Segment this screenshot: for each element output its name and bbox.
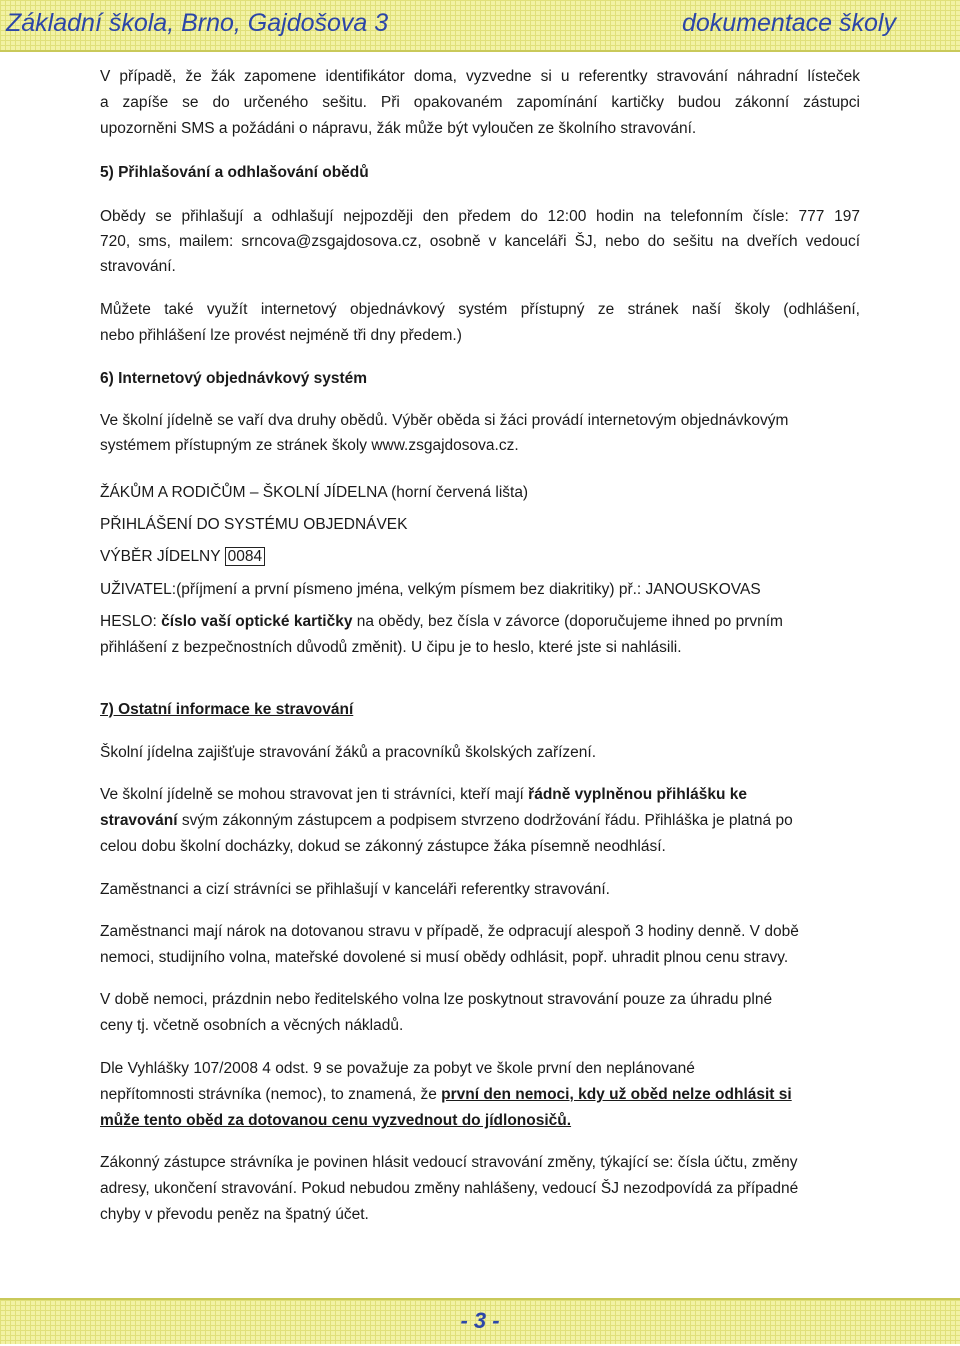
s7-line	[100, 1082, 860, 1108]
s6-line: PŘIHLÁŠENÍ DO SYSTÉMU OBJEDNÁVEK	[100, 516, 408, 533]
s7-line: V době nemoci, prázdnin nebo ředitelského volna lze poskytnout stravování pouze za úhradu plné	[100, 991, 773, 1008]
s7-line: Zaměstnanci mají nárok na dotovanou stravu v případě, že odpracují alespoň 3 hodiny denně. V době	[100, 923, 799, 940]
section-5-heading: 5) Přihlašování a odhlašování obědů	[100, 164, 369, 181]
s6-line: Ve školní jídelně se vaří dva druhy obědů. Výběr oběda si žáci provádí internetovým objednávkovým	[100, 412, 789, 429]
password-emphasis: číslo vaší optické kartičky	[161, 613, 353, 630]
s5-line: 720, sms, mailem: srncova@zsgajdosova.cz, osobně v kanceláři ŠJ, nebo do sešitu na dveřích vedoucí	[100, 233, 860, 250]
s6-line: přihlášení z bezpečnostních důvodů změnit). U čipu je to heslo, které jste si nahlásili.	[100, 639, 682, 656]
s7-line: Zaměstnanci a cizí strávníci se přihlašují v kanceláři referentky stravování.	[100, 881, 610, 898]
p1-line: V případě, že žák zapomene identifikátor doma, vyzvedne si u referentky stravování náhradní lísteček	[100, 68, 860, 85]
s7-line: Dle Vyhlášky 107/2008 4 odst. 9 se považuje za pobyt ve škole první den neplánované	[100, 1060, 695, 1077]
s7-text: Ve školní jídelně se mohou stravovat jen ti strávníci, kteří mají	[100, 786, 529, 803]
footer-banner	[0, 1298, 960, 1344]
header-doc-title: dokumentace školy	[681, 9, 896, 37]
s5-line: Obědy se přihlašují a odhlašují nejpozději den předem do 12:00 hodin na telefonním čísle: 777 197	[100, 208, 860, 225]
s7-line	[100, 782, 860, 808]
s5-line: nebo přihlášení lze provést nejméně tři dny předem.)	[100, 327, 462, 344]
header-school-name: Základní škola, Brno, Gajdošova 3	[6, 9, 389, 37]
s7-text: svým zákonným zástupcem a podpisem stvrzeno dodržování řádu. Přihláška je platná po	[177, 812, 793, 829]
s7-emphasis: první den nemoci, kdy už oběd nelze odhlásit si	[441, 1086, 792, 1103]
s7-line	[100, 808, 860, 834]
s7-line: Zákonný zástupce strávníka je povinen hlásit vedoucí stravování změny, týkající se: čísla účtu, změny	[100, 1154, 798, 1171]
p1-line: upozorněni SMS a požádáni o nápravu, žák může být vyloučen ze školního stravování.	[100, 120, 697, 137]
s6-canteen-line	[100, 544, 860, 570]
canteen-code: 0084	[225, 547, 265, 566]
s7-line: Školní jídelna zajišťuje stravování žáků a pracovníků školských zařízení.	[100, 744, 597, 761]
s7-line	[100, 1108, 860, 1134]
password-rest: na obědy, bez čísla v závorce (doporučujeme ihned po prvním	[352, 613, 783, 630]
section-7-heading: 7) Ostatní informace ke stravování	[100, 701, 354, 718]
s7-line: nemoci, studijního volna, mateřské dovolené si musí obědy odhlásit, popř. uhradit plnou cenu stravy.	[100, 949, 789, 966]
s7-line: chyby v převodu peněz na špatný účet.	[100, 1206, 369, 1223]
s7-line: celou dobu školní docházky, dokud se zákonný zástupce žáka písemně neodhlásí.	[100, 838, 666, 855]
page-number: - 3 -	[460, 1308, 500, 1333]
s7-emphasis: může tento oběd za dotovanou cenu vyzvednout do jídlonosičů.	[100, 1112, 572, 1129]
canteen-label: VÝBĚR JÍDELNY	[100, 548, 221, 565]
header-banner	[0, 0, 960, 52]
s6-line: ŽÁKŮM A RODIČŮM – ŠKOLNÍ JÍDELNA (horní červená lišta)	[100, 484, 529, 501]
s5-line: stravování.	[100, 258, 176, 275]
s6-line: UŽIVATEL:(příjmení a první písmeno jména, velkým písmem bez diakritiky) př.: JANOUSKOVAS	[100, 581, 761, 598]
section-6-heading: 6) Internetový objednávkový systém	[100, 370, 368, 387]
s7-emphasis: řádně vyplněnou přihlášku ke	[528, 786, 747, 803]
s6-password-line	[100, 609, 860, 635]
s7-text: nepřítomnosti strávníka (nemoc), to znamená, že	[100, 1086, 442, 1103]
p1-line: a zapíše se do určeného sešitu. Při opakovaném zapomínání kartičky budou zákonní zástupci	[100, 94, 860, 111]
s7-emphasis: stravování	[100, 812, 178, 829]
s7-line: ceny tj. včetně osobních a věcných nákladů.	[100, 1017, 404, 1034]
password-label: HESLO:	[100, 613, 162, 630]
s6-line: systémem přístupným ze stránek školy www.zsgajdosova.cz.	[100, 437, 519, 454]
s5-line: Můžete také využít internetový objednávkový systém přístupný ze stránek naší školy (odhlášení,	[100, 301, 860, 318]
s7-line: adresy, ukončení stravování. Pokud nebudou změny nahlášeny, vedoucí ŠJ nezodpovídá za případné	[100, 1180, 799, 1197]
